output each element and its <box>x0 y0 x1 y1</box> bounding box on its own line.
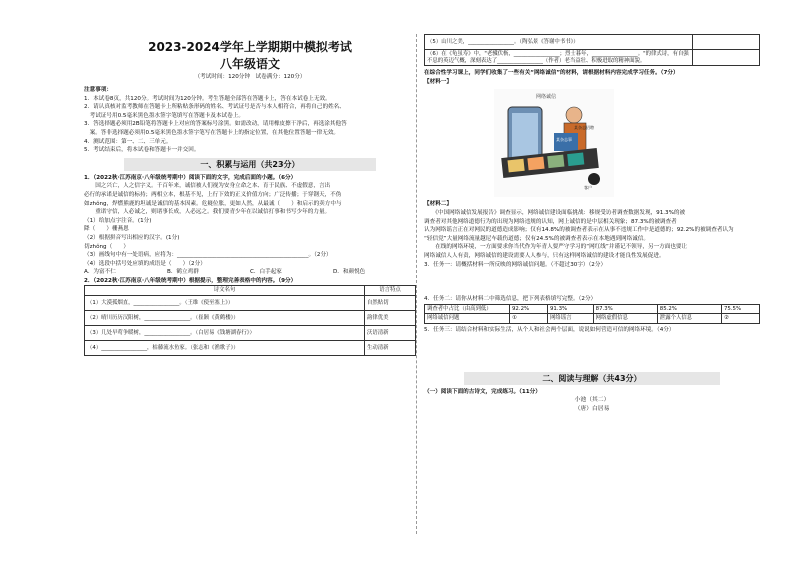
table-cell: 91.3% <box>548 304 594 314</box>
cartoon-image <box>494 89 614 197</box>
table-cell <box>693 50 760 66</box>
left-column <box>84 34 416 356</box>
table-cell[interactable]: （1）大漠孤烟直，_________________。（王维《使至塞上》） <box>85 296 365 311</box>
table-cell: 网络虚假信息 <box>593 314 657 324</box>
sub-question: （3）画线句中有一处语病，应将为：_______________________________________________。（2分） <box>84 252 332 259</box>
right-column <box>424 34 760 414</box>
sub-question: 切zhǒng（ ） <box>84 243 129 250</box>
passage-line: 国之兴亡，人之信字义。千百年来，诚信被人们视为安身立命之本、育于民族、不虚假意，言出 <box>84 183 331 190</box>
poetry-table <box>84 285 416 356</box>
material-line: 认为网络谣言正在对网民的道德造成影响；仅有14.8%的被调查者表示在从事不违规工作中是道德的；92.2%的被调查者认为 <box>424 227 734 234</box>
poem-author: （唐）白居易 <box>574 406 610 413</box>
table-cell: 调查者中占比（由高到低） <box>425 304 510 314</box>
table-row <box>85 341 416 356</box>
table-cell[interactable]: （6）在《龟虽寿》中，"老骥伏枥，_________________；烈士暮年，_________________。"的律式诗，有自强不息的英迈气概，深刻表达了_________________（作者）老当益壮、积极进取的精神面貌。 <box>425 50 693 66</box>
table-cell: 75.5% <box>721 304 759 314</box>
table-cell[interactable]: ① <box>510 314 548 324</box>
passage-line: 如zhǒng，焊燃熊鹿的坦诚是诚信的基本因素。危嶷位胀，更如人然，从最诚（ ）和启示的卖方中与 <box>84 200 342 207</box>
material-line: 《中国网络诚信发展报告》调查显示，网络诚信建设面临挑战：移规受访者调查数据发现，91.3%的被 <box>424 209 686 216</box>
passage-line: 重诺守信，人必诚之，则诸事长成，人必远之。我们要青少年在以诚信打事和书写少年的力量。 <box>84 209 331 216</box>
table-row <box>85 311 416 326</box>
question-heading: （一）阅读下面的古诗文，完成练习。（11分） <box>424 388 541 395</box>
option-b[interactable]: B．鹤立鸡群 <box>167 269 199 276</box>
question-heading: 2．（2022秋·江苏南京·八年级统考期中）根据提示，整理完善表格中的内容。（9分） <box>84 277 297 284</box>
note-item: 3．答选择题必须用2B铅笔将答题卡上对应的答案标号涂黑。如需改动，请用橡皮擦干净后，再选涂其他答 <box>84 121 347 128</box>
table-row <box>425 304 760 314</box>
image-label: 某杂志事 <box>556 137 572 143</box>
table-row <box>85 326 416 341</box>
material-line: 在线的网络环境，一方面要求你当代作为年青人要严守学习的“网红线”并谨记不领导，另一方面也要让 <box>424 244 688 251</box>
sub-question: （1）给加点字注音。(1分) <box>84 217 152 224</box>
material-label: 【材料一】 <box>424 78 452 85</box>
binding-line <box>416 34 418 534</box>
task-prompt: 4．任务二：请你从材料二中筛选信息，把下列表格填写完整。（2分） <box>424 296 597 303</box>
note-item: 5．考试结束后，将本试卷和答题卡一并交回。 <box>84 147 200 154</box>
table-cell: 85.2% <box>657 304 721 314</box>
notes-heading: 注意事项： <box>84 87 112 93</box>
table-cell: 87.3% <box>593 304 657 314</box>
image-label: 客户 <box>584 185 592 191</box>
table-header: 诗文名句 <box>85 286 365 296</box>
material-line: “轻信党”大量网络流量越尼车载伤道德；仅有24.5%的被调查者表示在本地遇到网络诚信。 <box>424 235 649 242</box>
image-label: 某杂志招聘 <box>574 125 594 131</box>
table-cell: 泄露个人信息 <box>657 314 721 324</box>
table-cell <box>693 35 760 50</box>
exam-subtitle: 八年级语文 <box>219 57 280 71</box>
table-cell: 生动清新 <box>365 341 416 356</box>
table-cell[interactable]: （5）山川之美，_________________。（陶弘景《答谢中书书》） <box>425 35 693 50</box>
answer-space[interactable] <box>424 269 760 295</box>
exam-info: （考试时间：120分钟 试卷满分：120分） <box>194 74 306 80</box>
question-heading: 在综合性学习课上，同学们收集了一些有关“网络诚信”的材料，请根据材料内容完成学习任务。（7分） <box>424 70 679 77</box>
sub-question: （4）选段中括号处应填的成语是（ ）（2分） <box>84 260 206 267</box>
table-row <box>425 314 760 324</box>
table-cell[interactable]: （2）晴川历历汉阳树，_________________。（崔颢《黄鹤楼》） <box>85 311 365 326</box>
table-cell[interactable]: （3）几处早莺争暖树，_________________。（白居易《钱塘湖春行》） <box>85 326 365 341</box>
task-prompt: 3．任务一：请概括材料一所反映的网络诚信问题。（不超过30字）（2分） <box>424 261 607 268</box>
section-heading: 一、积累与运用（共23分） <box>124 158 376 171</box>
table-header: 语言特点 <box>365 286 416 296</box>
note-item: 案。答非选择题必须用0.5毫米黑色墨水签字笔写在答题卡上的指定位置，在其他位置答题一律无效。 <box>84 129 340 136</box>
cartoon-illustration <box>494 89 614 197</box>
task-prompt: 5．任务三：请结合材料和实际生活，从个人和社会两个层面，说说如何营造可信的网络环境。（4分） <box>424 326 675 333</box>
note-item: 2．请认真核对监考教师在答题卡上所粘贴条形码的姓名、考试证号是否与本人相符合，再将自己的姓名、 <box>84 104 345 111</box>
table-cell[interactable]: ② <box>721 314 759 324</box>
section-heading: 二、阅读与理解（共43分） <box>464 372 720 385</box>
poem-title: 小池（其二） <box>574 397 610 404</box>
image-caption: 网络诚信 <box>536 94 557 101</box>
table-cell: 韵律优美 <box>365 311 416 326</box>
question-heading: 1．（2022秋·江苏南京·八年级统考期中）阅读下面的文字，完成后面的小题。（6分） <box>84 174 297 181</box>
answer-options <box>84 268 416 277</box>
table-row <box>425 50 760 66</box>
option-a[interactable]: A．为富不仁 <box>84 269 116 276</box>
table-cell: 网络谣言 <box>548 314 594 324</box>
answer-space[interactable] <box>424 335 760 369</box>
table-row <box>425 35 760 50</box>
table-cell: 92.2% <box>510 304 548 314</box>
table-cell: 沃语清新 <box>365 326 416 341</box>
material-line: 调查者对其他网络道德行为的出现为网络违规的认知，网上诚信的是中层相关现象；87.3%的被调查者 <box>424 218 677 225</box>
sub-question: （2）根据拼音写出相应的汉字。(1分) <box>84 234 180 241</box>
note-item: 4．测试范围：第一、二、三单元。 <box>84 138 172 145</box>
note-item: 1．本试卷8页，共120分。考试时间为120分钟。考生答题全部答在答题卡上，答在本试卷上无效。 <box>84 95 331 102</box>
stats-table <box>424 304 760 324</box>
table-row <box>85 296 416 311</box>
table-cell: 网络诚信问题 <box>425 314 510 324</box>
option-d[interactable]: D．和颜悦色 <box>333 269 366 276</box>
table-cell[interactable]: （4）_________________，枯藤流水鱼家。（张志和《渔歌子》） <box>85 341 365 356</box>
note-item: 考试证号用0.5毫米黑色墨水签字笔填写在答题卡及本试卷上。 <box>84 112 244 119</box>
material-label: 【材料二】 <box>424 201 452 208</box>
exam-title: 2023-2024学年上学期期中模拟考试 <box>148 40 352 54</box>
table-cell: 自然贴切 <box>365 296 416 311</box>
material-line: 网络诚信人人有责，网络诚信的建设需要人人参与，只有这样网络诚信的建设才能良性发展促进。 <box>424 252 665 259</box>
sub-question: 降（ ）栅燕恩 <box>84 226 129 233</box>
passage-line: 必行的承诺是诚信的标持；两相立本，根基不见，上行下效的正义价值方向；广泛传播；于穿钢天，不伪 <box>84 191 342 198</box>
option-c[interactable]: C．白手起家 <box>250 269 282 276</box>
poetry-table-continued <box>424 34 760 66</box>
